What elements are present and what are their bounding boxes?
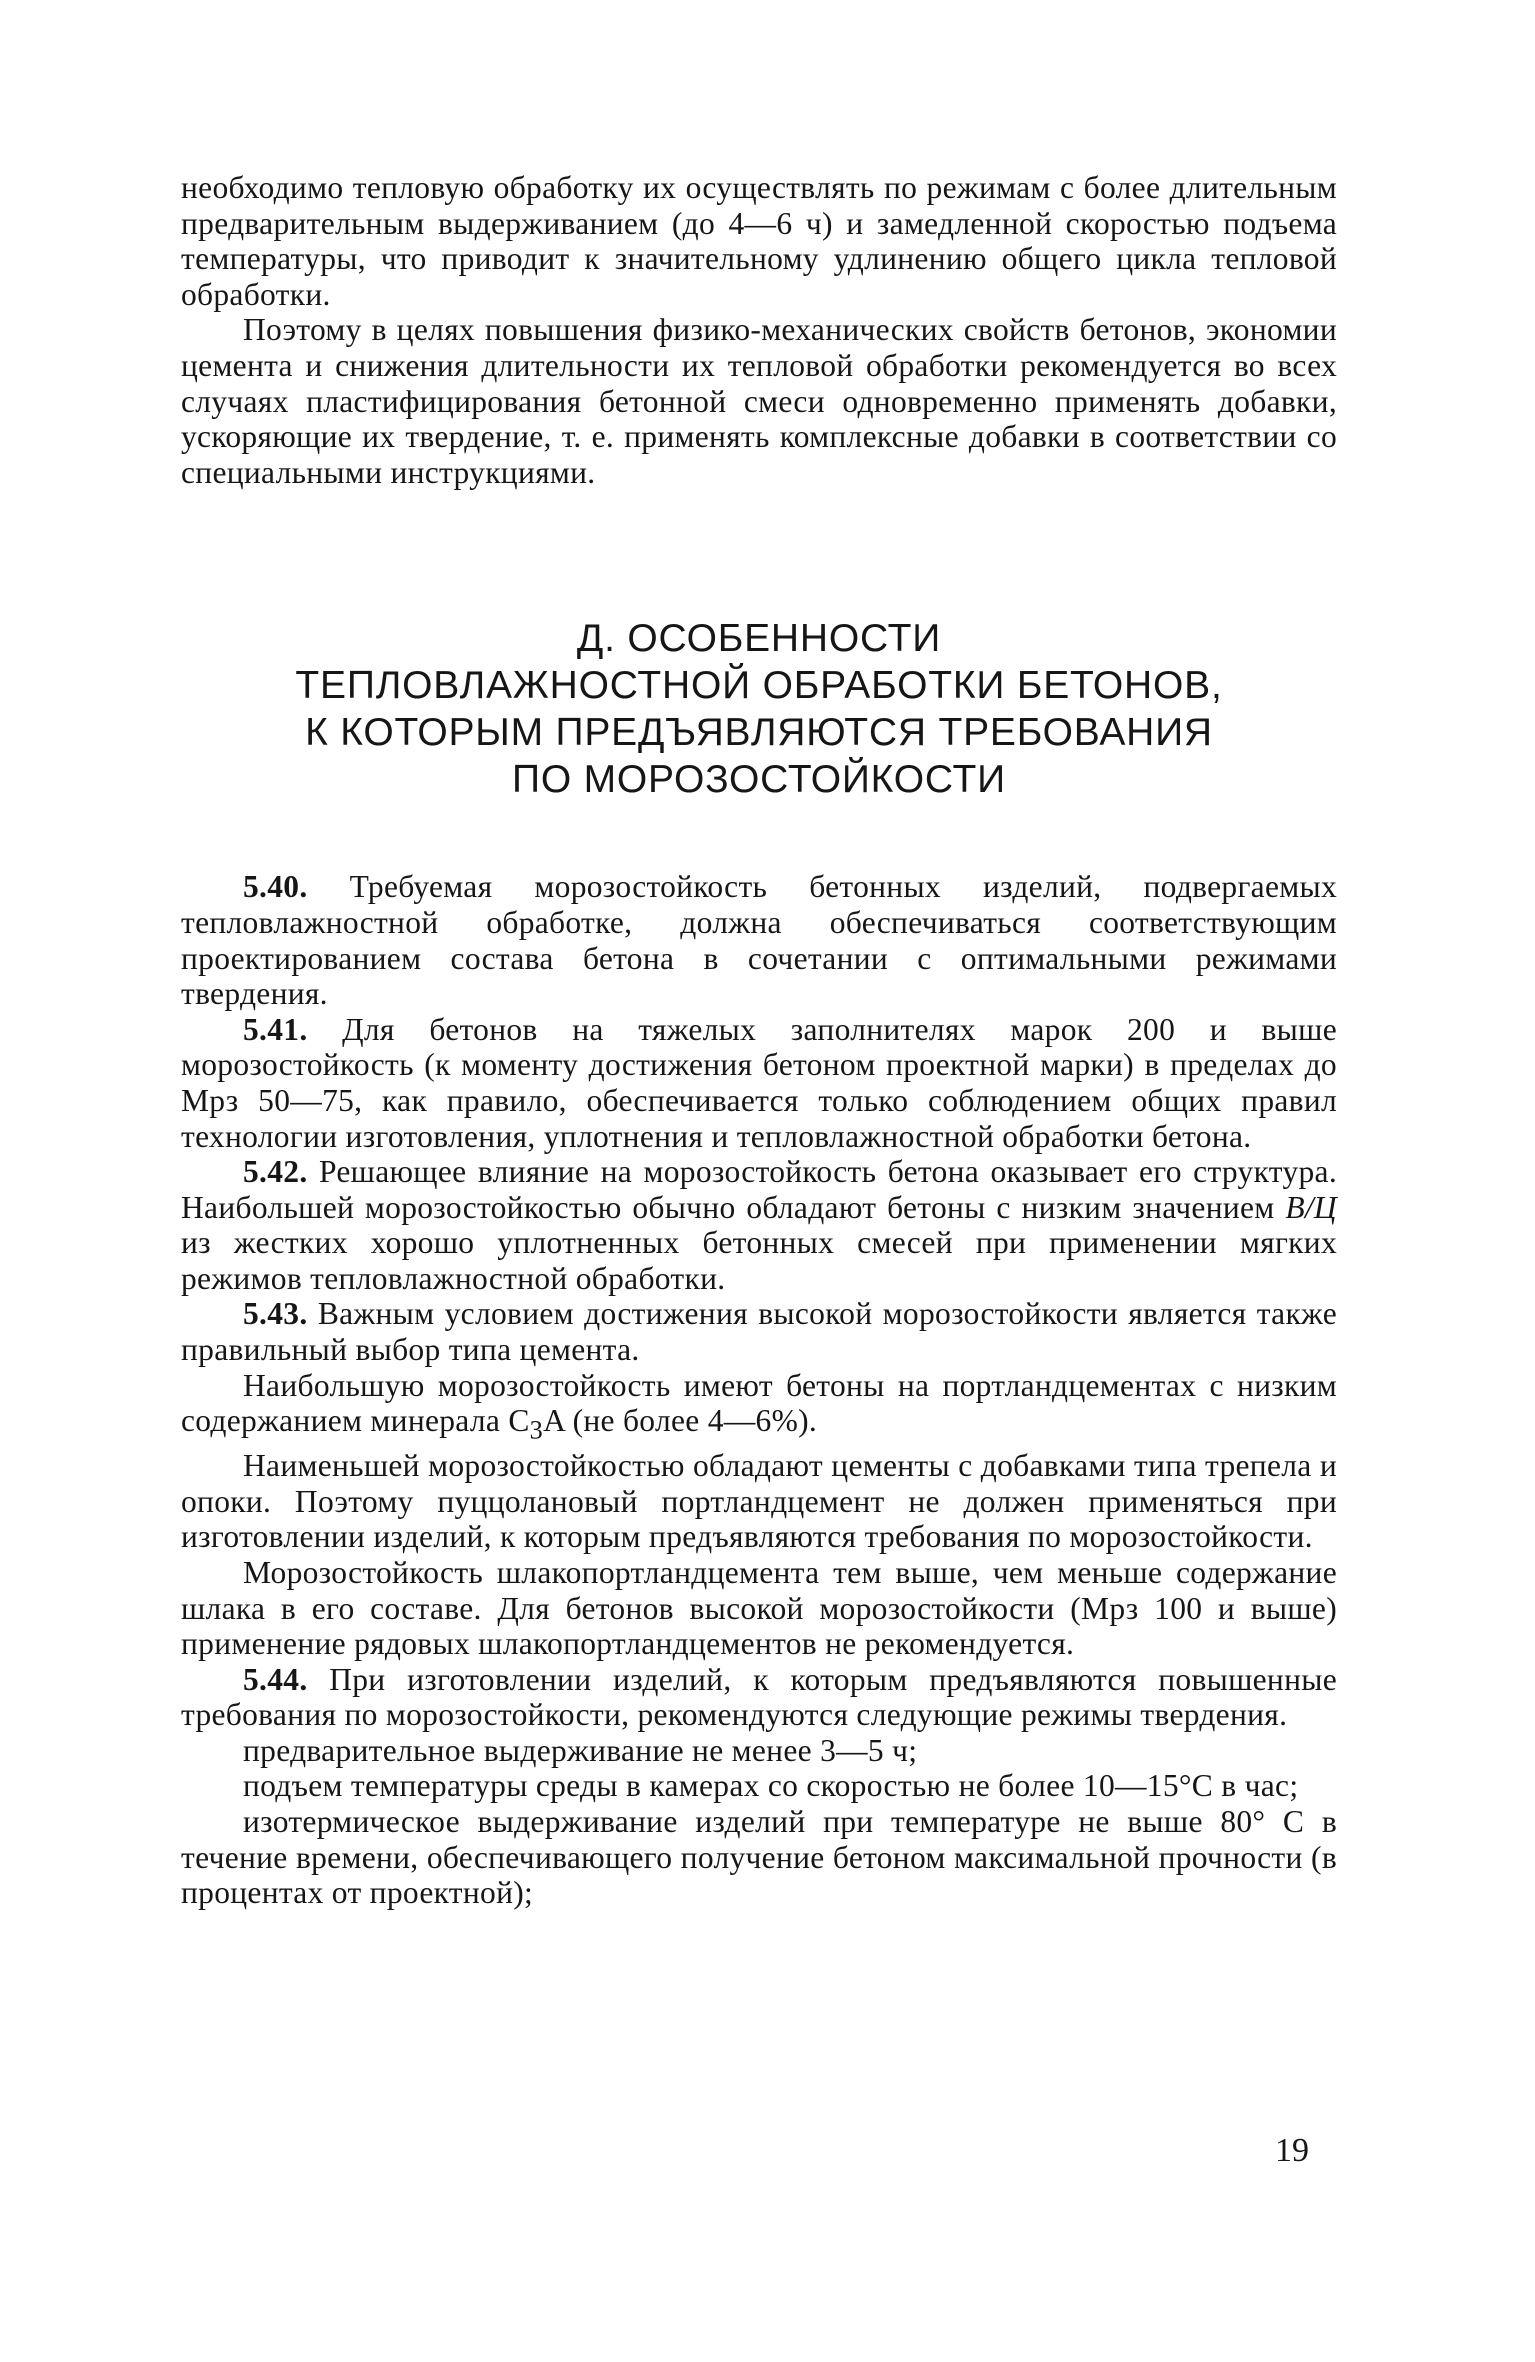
- clause-text: При изготовлении изделий, к которым предъявляются повышенные требования по морозостойкости, рекомендуются следующие режимы твердения.: [181, 1661, 1337, 1733]
- clause-number: 5.44.: [243, 1661, 308, 1697]
- section-heading: [181, 615, 1337, 803]
- heading-line-1: Д. ОСОБЕННОСТИ: [576, 617, 942, 661]
- clause-text: Для бетонов на тяжелых заполнителях марок 200 и выше морозостойкость (к моменту достижения бетоном проектной марки) в пределах до Мрз 50—75, как правило, обеспечивается только соблюдением общих правил технологии изготовления, уплотнения и тепловлажностной обработки бетона.: [181, 1011, 1337, 1154]
- heading-line-2: ТЕПЛОВЛАЖНОСТНОЙ ОБРАБОТКИ БЕТОНОВ,: [295, 664, 1223, 708]
- clause-text: Требуемая морозостойкость бетонных изделий, подвергаемых тепловлажностной обработке, должна обеспечиваться соответствующим проектированием состава бетона в сочетании с оптимальными режимами твердения.: [181, 869, 1337, 1012]
- intro-paragraph-2: Поэтому в целях повышения физико-механических свойств бетонов, экономии цемента и снижения длительности их тепловой обработки рекомендуется во всех случаях пластифицирования бетонной смеси одновременно применять добавки, ускоряющие их твердение, т. е. применять комплексные добавки в соответствии со специальными инструкциями.: [181, 312, 1337, 490]
- clause-5-41: [181, 1012, 1337, 1154]
- clause-text-before: Решающее влияние на морозостойкость бетона оказывает его структура. Наибольшей морозостойкостью обычно обладают бетоны с низким значением: [181, 1154, 1337, 1225]
- page-body: [181, 170, 1337, 1911]
- regime-item-3: изотермическое выдерживание изделий при температуре не выше 80° С в течение времени, обеспечивающего получение бетоном максимальной прочности (в процентах от проектной);: [181, 1804, 1337, 1911]
- paragraph-clinker-mineral: [181, 1368, 1337, 1448]
- page-number: 19: [1275, 2132, 1309, 2169]
- regime-item-1: предварительное выдерживание не менее 3—5 ч;: [243, 1732, 918, 1768]
- clause-5-43: [181, 1296, 1337, 1367]
- clause-text: Важным условием достижения высокой морозостойкости является также правильный выбор типа цемента.: [181, 1296, 1337, 1368]
- clause-number: 5.41.: [243, 1011, 308, 1047]
- paragraph-least-frost-resistance: Наименьшей морозостойкостью обладают цементы с добавками типа трепела и опоки. Поэтому пуццолановый портландцемент не должен применяться при изготовлении изделий, к которым предъявляются требования по морозостойкости.: [181, 1448, 1337, 1555]
- intro-paragraph-1: необходимо тепловую обработку их осуществлять по режимам с более длительным предварительным выдерживанием (до 4—6 ч) и замедленной скоростью подъема температуры, что приводит к значительному удлинению общего цикла тепловой обработки.: [181, 170, 1337, 312]
- clause-text-after: из жестких хорошо уплотненных бетонных смесей при применении мягких режимов тепловлажностной обработки.: [181, 1225, 1337, 1296]
- clause-number: 5.42.: [243, 1154, 308, 1190]
- heading-line-4: ПО МОРОЗОСТОЙКОСТИ: [511, 758, 1007, 802]
- clause-number: 5.40.: [243, 869, 308, 905]
- clinker-subscript: 3: [529, 1415, 544, 1445]
- clinker-text-before: Наибольшую морозостойкость имеют бетоны на портландцементах с низким содержанием минерала C: [181, 1367, 1337, 1439]
- regime-item-2: подъем температуры среды в камерах со скоростью не более 10—15°С в час;: [243, 1768, 1299, 1804]
- clinker-text-after: A (не более 4—6%).: [543, 1403, 818, 1439]
- clause-5-42: [181, 1154, 1337, 1296]
- clause-5-44: [181, 1662, 1337, 1733]
- heading-line-3: К КОТОРЫМ ПРЕДЪЯВЛЯЮТСЯ ТРЕБОВАНИЯ: [305, 711, 1213, 755]
- clause-number: 5.43.: [243, 1296, 308, 1332]
- clause-5-40: [181, 869, 1337, 1011]
- paragraph-slag-cement: Морозостойкость шлакопортландцемента тем выше, чем меньше содержание шлака в его составе. Для бетонов высокой морозостойкости (Мрз 100 и выше) применение рядовых шлакопортландцементов не рекомендуется.: [181, 1554, 1337, 1662]
- water-cement-ratio: В/Ц: [1285, 1189, 1337, 1225]
